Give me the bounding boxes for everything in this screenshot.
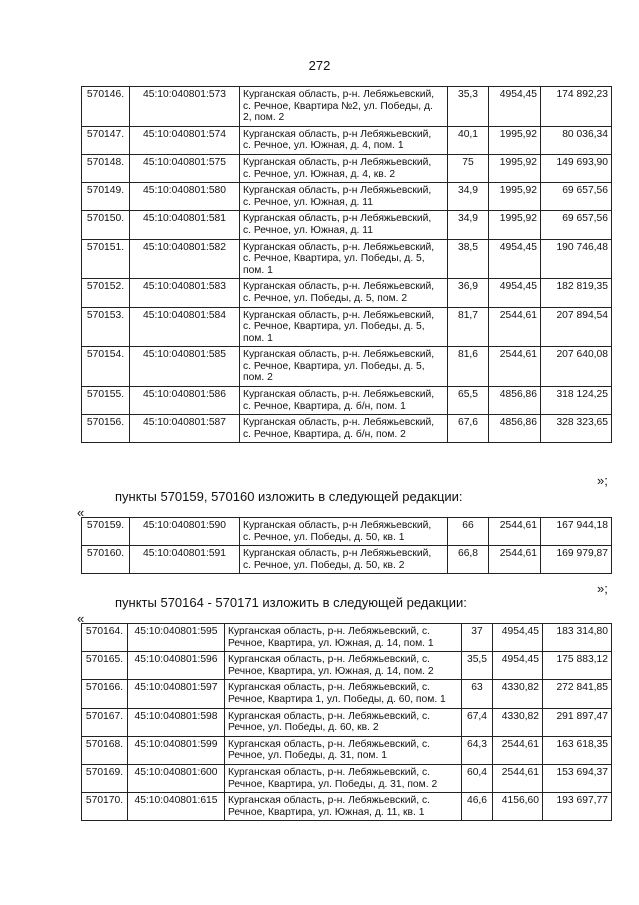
cadastral-number-cell: 45:10:040801:583 (130, 279, 240, 307)
address-line: Курганская область, р-н Лебяжьевский, (243, 156, 432, 168)
address-line: Речное, Квартира, ул. Южная, д. 14, пом. 1 (228, 637, 434, 649)
table-row (82, 518, 612, 546)
table-row (82, 793, 612, 821)
cadastral-value-cell: 163 618,35 (543, 736, 612, 764)
address-line: Курганская область, р-н. Лебяжьевский, с. (228, 654, 430, 666)
table-row (82, 211, 612, 239)
cadastral-value-cell: 169 979,87 (541, 546, 612, 574)
address-line: Речное, Квартира 1, ул. Победы, д. 60, пом. 1 (228, 693, 446, 705)
rate-cell: 4954,45 (493, 652, 543, 680)
rate-cell: 4330,82 (493, 680, 543, 708)
cadastral-number-cell: 45:10:040801:573 (130, 87, 240, 127)
address-line: Курганская область, р-н. Лебяжьевский, (243, 417, 435, 429)
table-row (82, 387, 612, 415)
rate-cell: 4330,82 (493, 708, 543, 736)
table-row (82, 546, 612, 574)
cadastral-value-cell: 190 746,48 (541, 239, 612, 279)
closing-quote-1: »; (597, 473, 608, 488)
area-cell: 34,9 (448, 211, 489, 239)
cadastral-number-cell: 45:10:040801:595 (128, 624, 225, 652)
address-line: Речное, ул. Победы, д. 60, кв. 2 (228, 722, 379, 734)
item-number-cell: 570147. (82, 126, 130, 154)
item-number-cell: 570166. (82, 680, 128, 708)
cadastral-value-cell: 272 841,85 (543, 680, 612, 708)
item-number-cell: 570146. (82, 87, 130, 127)
item-number-cell: 570170. (82, 793, 128, 821)
area-cell: 67,4 (462, 708, 493, 736)
area-cell: 35,5 (462, 652, 493, 680)
area-cell: 37 (462, 624, 493, 652)
address-line: Курганская область, р-н. Лебяжьевский, (243, 89, 435, 100)
table-row (82, 239, 612, 279)
cadastral-number-cell: 45:10:040801:590 (130, 518, 240, 546)
rate-cell: 1995,92 (489, 211, 541, 239)
address-line: Курганская область, р-н Лебяжьевский, (243, 213, 432, 225)
area-cell: 65,5 (448, 387, 489, 415)
address-cell (240, 415, 448, 443)
address-line: Речное, Квартира, ул. Южная, д. 14, пом. 2 (228, 665, 434, 677)
area-cell: 36,9 (448, 279, 489, 307)
address-line: Курганская область, р-н. Лебяжьевский, с. (228, 766, 430, 778)
address-line: с. Речное, ул. Южная, д. 11 (243, 196, 373, 208)
cadastral-number-cell: 45:10:040801:598 (128, 708, 225, 736)
address-cell (240, 387, 448, 415)
address-cell (240, 154, 448, 182)
item-number-cell: 570153. (82, 307, 130, 347)
page-number: 272 (308, 58, 331, 73)
cadastral-value-cell: 328 323,65 (541, 415, 612, 443)
address-line: с. Речное, ул. Победы, д. 50, кв. 1 (243, 531, 405, 543)
table-row (82, 347, 612, 387)
address-line: пом. 1 (243, 264, 273, 276)
area-cell: 66,8 (448, 546, 489, 574)
cadastral-number-cell: 45:10:040801:575 (130, 154, 240, 182)
area-cell: 35,3 (448, 87, 489, 127)
address-line: Курганская область, р-н. Лебяжьевский, с. (228, 738, 430, 750)
cadastral-number-cell: 45:10:040801:597 (128, 680, 225, 708)
address-cell (225, 624, 462, 652)
address-cell (240, 518, 448, 546)
item-number-cell: 570167. (82, 708, 128, 736)
item-number-cell: 570148. (82, 154, 130, 182)
cadastral-value-cell: 183 314,80 (543, 624, 612, 652)
area-cell: 75 (448, 154, 489, 182)
item-number-cell: 570168. (82, 736, 128, 764)
table-row (82, 764, 612, 792)
rate-cell: 2544,61 (493, 736, 543, 764)
area-cell: 38,5 (448, 239, 489, 279)
rate-cell: 4856,86 (489, 387, 541, 415)
address-cell (225, 764, 462, 792)
address-cell (240, 307, 448, 347)
item-number-cell: 570154. (82, 347, 130, 387)
area-cell: 66 (448, 518, 489, 546)
table-row (82, 652, 612, 680)
address-line: Речное, ул. Победы, д. 31, пом. 1 (228, 750, 387, 762)
address-cell (225, 736, 462, 764)
address-line: пом. 1 (243, 332, 273, 344)
address-cell (240, 211, 448, 239)
cadastral-value-cell: 69 657,56 (541, 183, 612, 211)
rate-cell: 1995,92 (489, 154, 541, 182)
cadastral-value-cell: 174 892,23 (541, 87, 612, 127)
address-cell (225, 652, 462, 680)
address-cell (240, 546, 448, 574)
cadastral-value-cell: 167 944,18 (541, 518, 612, 546)
item-number-cell: 570169. (82, 764, 128, 792)
item-number-cell: 570165. (82, 652, 128, 680)
address-line: с. Речное, Квартира, ул. Победы, д. 5, (243, 360, 425, 372)
cadastral-number-cell: 45:10:040801:574 (130, 126, 240, 154)
cadastral-value-cell: 193 697,77 (543, 793, 612, 821)
cadastral-value-cell: 207 894,54 (541, 307, 612, 347)
item-number-cell: 570152. (82, 279, 130, 307)
cadastral-number-cell: 45:10:040801:587 (130, 415, 240, 443)
address-line: с. Речное, ул. Южная, д. 4, кв. 2 (243, 168, 396, 180)
rate-cell: 2544,61 (489, 307, 541, 347)
rate-cell: 1995,92 (489, 183, 541, 211)
property-table-1 (81, 86, 612, 443)
rate-cell: 4954,45 (493, 624, 543, 652)
closing-quote-2: »; (597, 581, 608, 596)
rate-cell: 4156,60 (493, 793, 543, 821)
address-line: Курганская область, р-н Лебяжьевский, (243, 128, 432, 140)
rate-cell: 4954,45 (489, 239, 541, 279)
address-line: Курганская область, р-н Лебяжьевский, (243, 548, 432, 560)
table-row (82, 87, 612, 127)
item-number-cell: 570155. (82, 387, 130, 415)
item-number-cell: 570160. (82, 546, 130, 574)
address-cell (240, 87, 448, 127)
table-row (82, 415, 612, 443)
address-line: с. Речное, Квартира, ул. Победы, д. 5, (243, 253, 425, 265)
address-cell (240, 239, 448, 279)
address-line: Курганская область, р-н. Лебяжьевский, с. (228, 626, 430, 637)
item-number-cell: 570151. (82, 239, 130, 279)
address-line: Речное, Квартира, ул. Победы, д. 31, пом. 2 (228, 778, 438, 790)
address-line: с. Речное, Квартира №2, ул. Победы, д. (243, 100, 433, 112)
table-row (82, 279, 612, 307)
address-line: Курганская область, р-н. Лебяжьевский, с. (228, 682, 430, 694)
cadastral-value-cell: 175 883,12 (543, 652, 612, 680)
opening-quote-2: « (77, 611, 85, 626)
cadastral-value-cell: 182 819,35 (541, 279, 612, 307)
address-line: 2, пом. 2 (243, 112, 285, 124)
cadastral-value-cell: 149 693,90 (541, 154, 612, 182)
table-row (82, 126, 612, 154)
rate-cell: 4954,45 (489, 87, 541, 127)
table-row (82, 183, 612, 211)
property-table-2 (81, 517, 612, 574)
rate-cell: 2544,61 (489, 546, 541, 574)
address-line: с. Речное, Квартира, д. б/н, пом. 1 (243, 400, 406, 412)
address-line: с. Речное, ул. Победы, д. 50, кв. 2 (243, 559, 405, 571)
cadastral-number-cell: 45:10:040801:580 (130, 183, 240, 211)
area-cell: 46,6 (462, 793, 493, 821)
item-number-cell: 570156. (82, 415, 130, 443)
rate-cell: 2544,61 (493, 764, 543, 792)
address-line: с. Речное, ул. Южная, д. 11 (243, 224, 373, 236)
rate-cell: 4856,86 (489, 415, 541, 443)
address-line: с. Речное, ул. Победы, д. 5, пом. 2 (243, 292, 408, 304)
table-row (82, 736, 612, 764)
item-number-cell: 570149. (82, 183, 130, 211)
address-cell (240, 279, 448, 307)
rate-cell: 4954,45 (489, 279, 541, 307)
address-cell (225, 793, 462, 821)
address-line: Курганская область, р-н. Лебяжьевский, (243, 349, 435, 361)
address-line: Курганская область, р-н Лебяжьевский, (243, 520, 432, 531)
address-line: с. Речное, ул. Южная, д. 4, пом. 1 (243, 140, 404, 152)
cadastral-number-cell: 45:10:040801:599 (128, 736, 225, 764)
address-line: с. Речное, Квартира, д. б/н, пом. 2 (243, 428, 406, 440)
cadastral-number-cell: 45:10:040801:584 (130, 307, 240, 347)
cadastral-number-cell: 45:10:040801:582 (130, 239, 240, 279)
address-line: Курганская область, р-н. Лебяжьевский, с. (228, 710, 430, 722)
cadastral-number-cell: 45:10:040801:600 (128, 764, 225, 792)
address-line: Курганская область, р-н. Лебяжьевский, (243, 389, 435, 401)
property-table-3 (81, 623, 612, 821)
opening-quote-1: « (77, 505, 85, 520)
address-line: Курганская область, р-н. Лебяжьевский, с. (228, 795, 430, 807)
cadastral-number-cell: 45:10:040801:591 (130, 546, 240, 574)
area-cell: 64,3 (462, 736, 493, 764)
cadastral-value-cell: 69 657,56 (541, 211, 612, 239)
cadastral-value-cell: 80 036,34 (541, 126, 612, 154)
area-cell: 67,6 (448, 415, 489, 443)
address-line: Курганская область, р-н. Лебяжьевский, (243, 309, 435, 321)
cadastral-number-cell: 45:10:040801:581 (130, 211, 240, 239)
address-cell (240, 183, 448, 211)
item-number-cell: 570159. (82, 518, 130, 546)
cadastral-value-cell: 291 897,47 (543, 708, 612, 736)
item-number-cell: 570164. (82, 624, 128, 652)
area-cell: 60,4 (462, 764, 493, 792)
table-row (82, 708, 612, 736)
item-number-cell: 570150. (82, 211, 130, 239)
address-line: Курганская область, р-н Лебяжьевский, (243, 185, 432, 197)
cadastral-number-cell: 45:10:040801:586 (130, 387, 240, 415)
address-line: пом. 2 (243, 372, 273, 384)
area-cell: 81,7 (448, 307, 489, 347)
cadastral-number-cell: 45:10:040801:585 (130, 347, 240, 387)
address-cell (225, 680, 462, 708)
area-cell: 34,9 (448, 183, 489, 211)
table-row (82, 154, 612, 182)
address-cell (240, 347, 448, 387)
area-cell: 63 (462, 680, 493, 708)
cadastral-number-cell: 45:10:040801:596 (128, 652, 225, 680)
cadastral-value-cell: 318 124,25 (541, 387, 612, 415)
area-cell: 81,6 (448, 347, 489, 387)
cadastral-number-cell: 45:10:040801:615 (128, 793, 225, 821)
rate-cell: 2544,61 (489, 347, 541, 387)
address-line: Курганская область, р-н. Лебяжьевский, (243, 241, 435, 253)
address-cell (240, 126, 448, 154)
cadastral-value-cell: 207 640,08 (541, 347, 612, 387)
table-row (82, 680, 612, 708)
table-row (82, 624, 612, 652)
amendment-paragraph-2: пункты 570164 - 570171 изложить в следующей редакции: (115, 595, 467, 610)
address-cell (225, 708, 462, 736)
address-line: с. Речное, Квартира, ул. Победы, д. 5, (243, 321, 425, 333)
rate-cell: 1995,92 (489, 126, 541, 154)
address-line: Курганская область, р-н. Лебяжьевский, (243, 281, 435, 293)
area-cell: 40,1 (448, 126, 489, 154)
amendment-paragraph-1: пункты 570159, 570160 изложить в следующей редакции: (115, 489, 463, 504)
cadastral-value-cell: 153 694,37 (543, 764, 612, 792)
rate-cell: 2544,61 (489, 518, 541, 546)
table-row (82, 307, 612, 347)
address-line: Речное, Квартира, ул. Южная, д. 11, кв. 1 (228, 806, 425, 818)
